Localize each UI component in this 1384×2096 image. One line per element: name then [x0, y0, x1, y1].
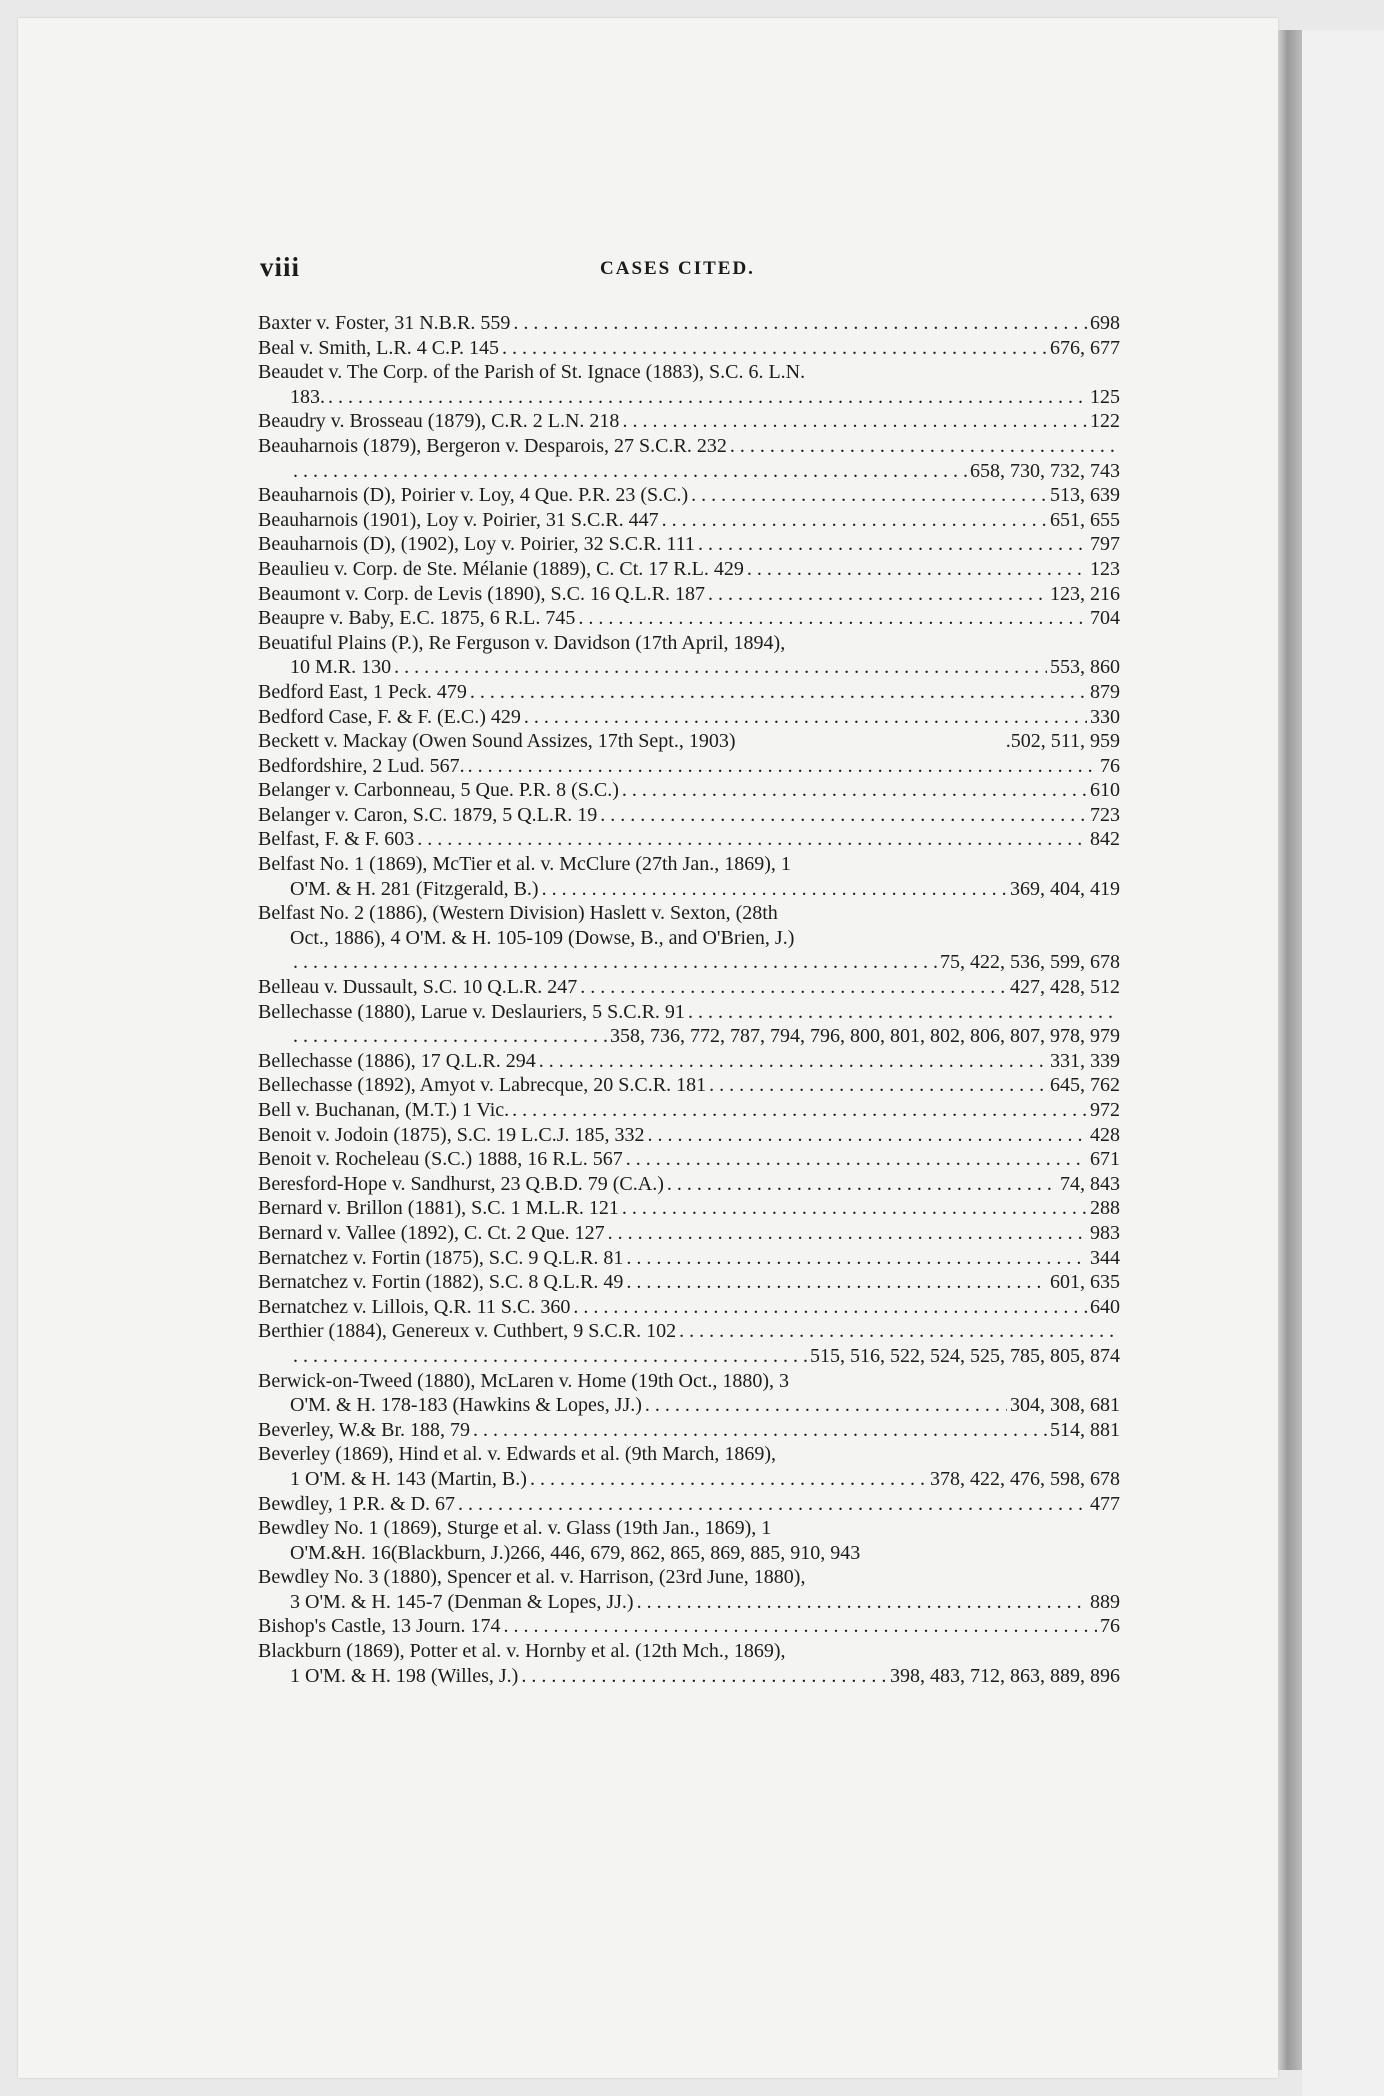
case-entry-line: [258, 1369, 1120, 1394]
case-entry-line: [258, 1295, 1120, 1320]
case-entry-line: [258, 532, 1120, 557]
cases-cited-list: [258, 311, 1120, 1688]
case-entry-line: [258, 1246, 1120, 1271]
case-citation: Belanger v. Caron, S.C. 1879, 5 Q.L.R. 19: [258, 803, 598, 826]
case-entry-line: [258, 606, 1120, 631]
background-margin: [1302, 30, 1384, 2096]
page-references: 513, 639: [1050, 484, 1120, 507]
dot-leader: [679, 1319, 1117, 1344]
page-references: 601, 635: [1050, 1271, 1120, 1294]
case-entry-line: [258, 1123, 1120, 1148]
case-citation: 1 O'M. & H. 143 (Martin, B.): [290, 1467, 527, 1490]
case-entry-line: [258, 975, 1120, 1000]
dot-leader: [293, 1024, 607, 1049]
dot-leader: [542, 877, 1007, 902]
case-entry-line: [258, 1418, 1120, 1443]
dot-leader: [293, 459, 967, 484]
case-entry-line: [258, 1024, 1120, 1049]
case-entry-line: [258, 1639, 1120, 1664]
dot-leader: [513, 311, 1087, 336]
case-citation: Beauharnois (1879), Bergeron v. Desparois, 27 S.C.R. 232: [258, 434, 727, 457]
case-entry-line: [258, 754, 1120, 779]
dot-leader: [626, 1147, 1087, 1172]
case-citation: Beuatiful Plains (P.), Re Ferguson v. Davidson (17th April, 1894),: [258, 631, 786, 654]
page-header: [260, 252, 1140, 286]
page-number: viii: [260, 252, 301, 282]
case-entry-line: [258, 1221, 1120, 1246]
page-references: 658, 730, 732, 743: [970, 459, 1120, 482]
case-citation: 1 O'M. & H. 198 (Willes, J.): [290, 1664, 519, 1687]
case-citation: Beverley (1869), Hind et al. v. Edwards et al. (9th March, 1869),: [258, 1443, 776, 1466]
case-entry-line: [258, 1442, 1120, 1467]
case-citation: Berthier (1884), Genereux v. Cuthbert, 9 S.C.R. 102: [258, 1320, 677, 1343]
case-citation: Bernard v. Brillon (1881), S.C. 1 M.L.R. 121: [258, 1197, 619, 1220]
page-references: 428: [1090, 1123, 1120, 1146]
case-citation: Beaulieu v. Corp. de Ste. Mélanie (1889), C. Ct. 17 R.L. 429: [258, 557, 744, 580]
page-references: 983: [1090, 1221, 1120, 1244]
dot-leader: [530, 1467, 927, 1492]
case-citation: Bedford East, 1 Peck. 479: [258, 680, 467, 703]
case-entry-line: [258, 1172, 1120, 1197]
dot-leader: [622, 778, 1087, 803]
case-entry-line: [258, 1614, 1120, 1639]
case-entry-line: [258, 557, 1120, 582]
dot-leader: [293, 950, 937, 975]
dot-leader: [622, 1196, 1087, 1221]
case-citation: Bishop's Castle, 13 Journ. 174: [258, 1615, 501, 1638]
page-references: 698: [1090, 312, 1120, 334]
case-entry-line: [258, 877, 1120, 902]
dot-leader: [580, 975, 1007, 1000]
case-citation: Beaudry v. Brosseau (1879), C.R. 2 L.N. 218: [258, 410, 620, 433]
case-citation: Bellechasse (1892), Amyot v. Labrecque, 20 S.C.R. 181: [258, 1074, 707, 1097]
dot-leader: [458, 1492, 1087, 1517]
case-entry-line: [258, 483, 1120, 508]
case-citation: 183.: [290, 385, 325, 408]
case-entry-line: [258, 852, 1120, 877]
case-entry-line: [258, 1319, 1120, 1344]
dot-leader: [730, 434, 1117, 459]
case-entry-line: [258, 1664, 1120, 1689]
dot-leader: [417, 827, 1087, 852]
page-references: 123: [1090, 557, 1120, 580]
case-entry-line: [258, 1270, 1120, 1295]
case-entry-line: [258, 926, 1120, 951]
case-citation: Beauharnois (1901), Loy v. Poirier, 31 S.C.R. 447: [258, 508, 659, 531]
case-entry-line: [258, 409, 1120, 434]
case-entry-line: [258, 1000, 1120, 1025]
dot-leader: [709, 1073, 1047, 1098]
case-entry-line: [258, 582, 1120, 607]
case-entry-line: [258, 680, 1120, 705]
page-references: 331, 339: [1050, 1049, 1120, 1072]
case-citation: Belfast, F. & F. 603: [258, 828, 415, 851]
case-citation: O'M.&H. 16(Blackburn, J.)266, 446, 679, 862, 865, 869, 885, 910, 943: [290, 1541, 861, 1564]
case-entry-line: [258, 336, 1120, 361]
page-references: 889: [1090, 1590, 1120, 1613]
case-citation: Beauharnois (D), (1902), Loy v. Poirier, 32 S.C.R. 111: [258, 533, 695, 556]
dot-leader: [648, 1123, 1088, 1148]
case-entry-line: [258, 655, 1120, 680]
page-references: 477: [1090, 1492, 1120, 1515]
case-entry-line: [258, 729, 1120, 754]
page-references: 330: [1090, 705, 1120, 728]
case-citation: Beaudet v. The Corp. of the Parish of St. Ignace (1883), S.C. 6. L.N.: [258, 361, 806, 384]
dot-leader: [293, 1344, 807, 1369]
case-entry-line: [258, 1492, 1120, 1517]
case-citation: Bernatchez v. Fortin (1875), S.C. 9 Q.L.R. 81: [258, 1246, 624, 1269]
dot-leader: [622, 409, 1087, 434]
dot-leader: [578, 606, 1087, 631]
case-entry-line: [258, 827, 1120, 852]
case-citation: Berwick-on-Tweed (1880), McLaren v. Home (19th Oct., 1880), 3: [258, 1369, 790, 1392]
page-references: 651, 655: [1050, 508, 1120, 531]
dot-leader: [512, 1098, 1087, 1123]
case-citation: Beverley, W.& Br. 188, 79: [258, 1418, 471, 1441]
page-references: 972: [1090, 1099, 1120, 1121]
page-references: 645, 762: [1050, 1074, 1120, 1097]
case-entry-line: [258, 705, 1120, 730]
case-entry-line: [258, 1098, 1120, 1123]
page-references: 123, 216: [1050, 582, 1120, 605]
case-citation: Belanger v. Carbonneau, 5 Que. P.R. 8 (S.C.): [258, 779, 619, 802]
case-citation: Bellechasse (1880), Larue v. Deslauriers, 5 S.C.R. 91: [258, 1000, 685, 1023]
page-references: 125: [1090, 385, 1120, 408]
dot-leader: [626, 1246, 1087, 1271]
dot-leader: [504, 1614, 1098, 1639]
page-references: 514, 881: [1050, 1418, 1120, 1441]
dot-leader: [747, 557, 1087, 582]
case-citation: Bellechasse (1886), 17 Q.L.R. 294: [258, 1049, 536, 1072]
page-references: 515, 516, 522, 524, 525, 785, 805, 874: [810, 1344, 1120, 1367]
page-references: 723: [1090, 803, 1120, 826]
case-citation: Bernatchez v. Fortin (1882), S.C. 8 Q.L.R. 49: [258, 1271, 624, 1294]
case-entry-line: [258, 1196, 1120, 1221]
case-entry-line: [258, 1049, 1120, 1074]
case-entry-line: [258, 459, 1120, 484]
case-entry-line: [258, 508, 1120, 533]
page-references: 76: [1100, 754, 1120, 777]
page-references: 76: [1100, 1615, 1120, 1638]
page-references: 704: [1090, 607, 1120, 630]
case-citation: Bewdley, 1 P.R. & D. 67: [258, 1492, 456, 1515]
case-citation: Oct., 1886), 4 O'M. & H. 105-109 (Dowse, B., and O'Brien, J.): [290, 926, 795, 949]
case-entry-line: [258, 385, 1120, 410]
case-entry-line: [258, 311, 1120, 336]
dot-leader: [573, 1295, 1087, 1320]
page-references: 640: [1090, 1295, 1120, 1318]
page-references: 398, 483, 712, 863, 889, 896: [890, 1664, 1120, 1687]
page-references: 74, 843: [1060, 1172, 1120, 1195]
page-references: 879: [1090, 680, 1120, 703]
dot-leader: [328, 385, 1087, 410]
case-citation: Bewdley No. 1 (1869), Sturge et al. v. Glass (19th Jan., 1869), 1: [258, 1517, 772, 1540]
dot-leader: [468, 754, 1097, 779]
dot-leader: [626, 1270, 1047, 1295]
page-binding-shadow: [1278, 30, 1302, 2070]
case-entry-line: [258, 360, 1120, 385]
page-references: 797: [1090, 533, 1120, 556]
page-references: 671: [1090, 1148, 1120, 1171]
page-references: 369, 404, 419: [1010, 877, 1120, 900]
dot-leader: [667, 1172, 1057, 1197]
case-citation: Belleau v. Dussault, S.C. 10 Q.L.R. 247: [258, 976, 578, 999]
case-entry-line: [258, 631, 1120, 656]
case-citation: Belfast No. 2 (1886), (Western Division) Haslett v. Sexton, (28th: [258, 902, 778, 925]
dot-leader: [470, 680, 1087, 705]
dot-leader: [394, 655, 1047, 680]
running-head: CASES CITED.: [600, 258, 755, 279]
case-entry-line: [258, 778, 1120, 803]
case-citation: Beal v. Smith, L.R. 4 C.P. 145: [258, 336, 499, 359]
case-citation: O'M. & H. 178-183 (Hawkins & Lopes, JJ.): [290, 1394, 642, 1417]
case-entry-line: [258, 1541, 1120, 1566]
case-entry-line: [258, 950, 1120, 975]
page-references: 676, 677: [1050, 336, 1120, 359]
case-citation: Baxter v. Foster, 31 N.B.R. 559: [258, 312, 511, 334]
case-citation: Bedford Case, F. & F. (E.C.) 429: [258, 705, 521, 728]
dot-leader: [608, 1221, 1087, 1246]
page-references: 610: [1090, 779, 1120, 802]
dot-leader: [708, 582, 1047, 607]
case-entry-line: [258, 1073, 1120, 1098]
case-entry-line: [258, 434, 1120, 459]
case-citation: Beresford-Hope v. Sandhurst, 23 Q.B.D. 79 (C.A.): [258, 1172, 664, 1195]
page-references: 553, 860: [1050, 656, 1120, 679]
case-entry-line: [258, 1147, 1120, 1172]
case-citation: Bernard v. Vallee (1892), C. Ct. 2 Que. 127: [258, 1221, 605, 1244]
dot-leader: [473, 1418, 1047, 1443]
page-references: 288: [1090, 1197, 1120, 1220]
dot-leader: [524, 705, 1087, 730]
case-entry-line: [258, 1467, 1120, 1492]
case-entry-line: [258, 1344, 1120, 1369]
case-citation: Beaumont v. Corp. de Levis (1890), S.C. 16 Q.L.R. 187: [258, 582, 706, 605]
case-entry-line: [258, 1590, 1120, 1615]
case-citation: Bernatchez v. Lillois, Q.R. 11 S.C. 360: [258, 1295, 571, 1318]
case-citation: Beauharnois (D), Poirier v. Loy, 4 Que. P.R. 23 (S.C.): [258, 484, 689, 507]
case-citation: Bedfordshire, 2 Lud. 567.: [258, 754, 465, 777]
case-entry-line: [258, 1393, 1120, 1418]
dot-leader: [698, 532, 1087, 557]
dot-leader: [502, 336, 1047, 361]
page-references: .502, 511, 959: [1005, 730, 1120, 753]
page-references: 427, 428, 512: [1010, 976, 1120, 999]
case-entry-line: [258, 901, 1120, 926]
page-references: 75, 422, 536, 599, 678: [940, 951, 1120, 974]
case-citation: Beaupre v. Baby, E.C. 1875, 6 R.L. 745: [258, 607, 576, 630]
case-citation: 3 O'M. & H. 145-7 (Denman & Lopes, JJ.): [290, 1590, 634, 1613]
case-citation: Belfast No. 1 (1869), McTier et al. v. McClure (27th Jan., 1869), 1: [258, 853, 791, 876]
case-citation: Beckett v. Mackay (Owen Sound Assizes, 17th Sept., 1903): [258, 730, 736, 753]
case-citation: Blackburn (1869), Potter et al. v. Hornby et al. (12th Mch., 1869),: [258, 1640, 786, 1663]
dot-leader: [691, 483, 1047, 508]
case-citation: Benoit v. Rocheleau (S.C.) 1888, 16 R.L. 567: [258, 1148, 623, 1171]
page-references: 122: [1090, 410, 1120, 433]
dot-leader: [600, 803, 1087, 828]
dot-leader: [637, 1590, 1087, 1615]
page-references: 304, 308, 681: [1010, 1394, 1120, 1417]
page-references: 842: [1090, 828, 1120, 851]
dot-leader: [539, 1049, 1047, 1074]
case-entry-line: [258, 803, 1120, 828]
case-citation: Bell v. Buchanan, (M.T.) 1 Vic.: [258, 1099, 510, 1121]
case-citation: Benoit v. Jodoin (1875), S.C. 19 L.C.J. 185, 332: [258, 1123, 645, 1146]
case-citation: 10 M.R. 130: [290, 656, 392, 679]
page-references: 378, 422, 476, 598, 678: [930, 1467, 1120, 1490]
case-entry-line: [258, 1516, 1120, 1541]
case-citation: Bewdley No. 3 (1880), Spencer et al. v. Harrison, (23rd June, 1880),: [258, 1566, 806, 1589]
dot-leader: [645, 1393, 1007, 1418]
dot-leader: [688, 1000, 1117, 1025]
page-references: 344: [1090, 1246, 1120, 1269]
case-citation: O'M. & H. 281 (Fitzgerald, B.): [290, 877, 539, 900]
dot-leader: [521, 1664, 887, 1689]
case-entry-line: [258, 1565, 1120, 1590]
page-references: 358, 736, 772, 787, 794, 796, 800, 801, 802, 806, 807, 978, 979: [610, 1025, 1120, 1048]
dot-leader: [662, 508, 1047, 533]
